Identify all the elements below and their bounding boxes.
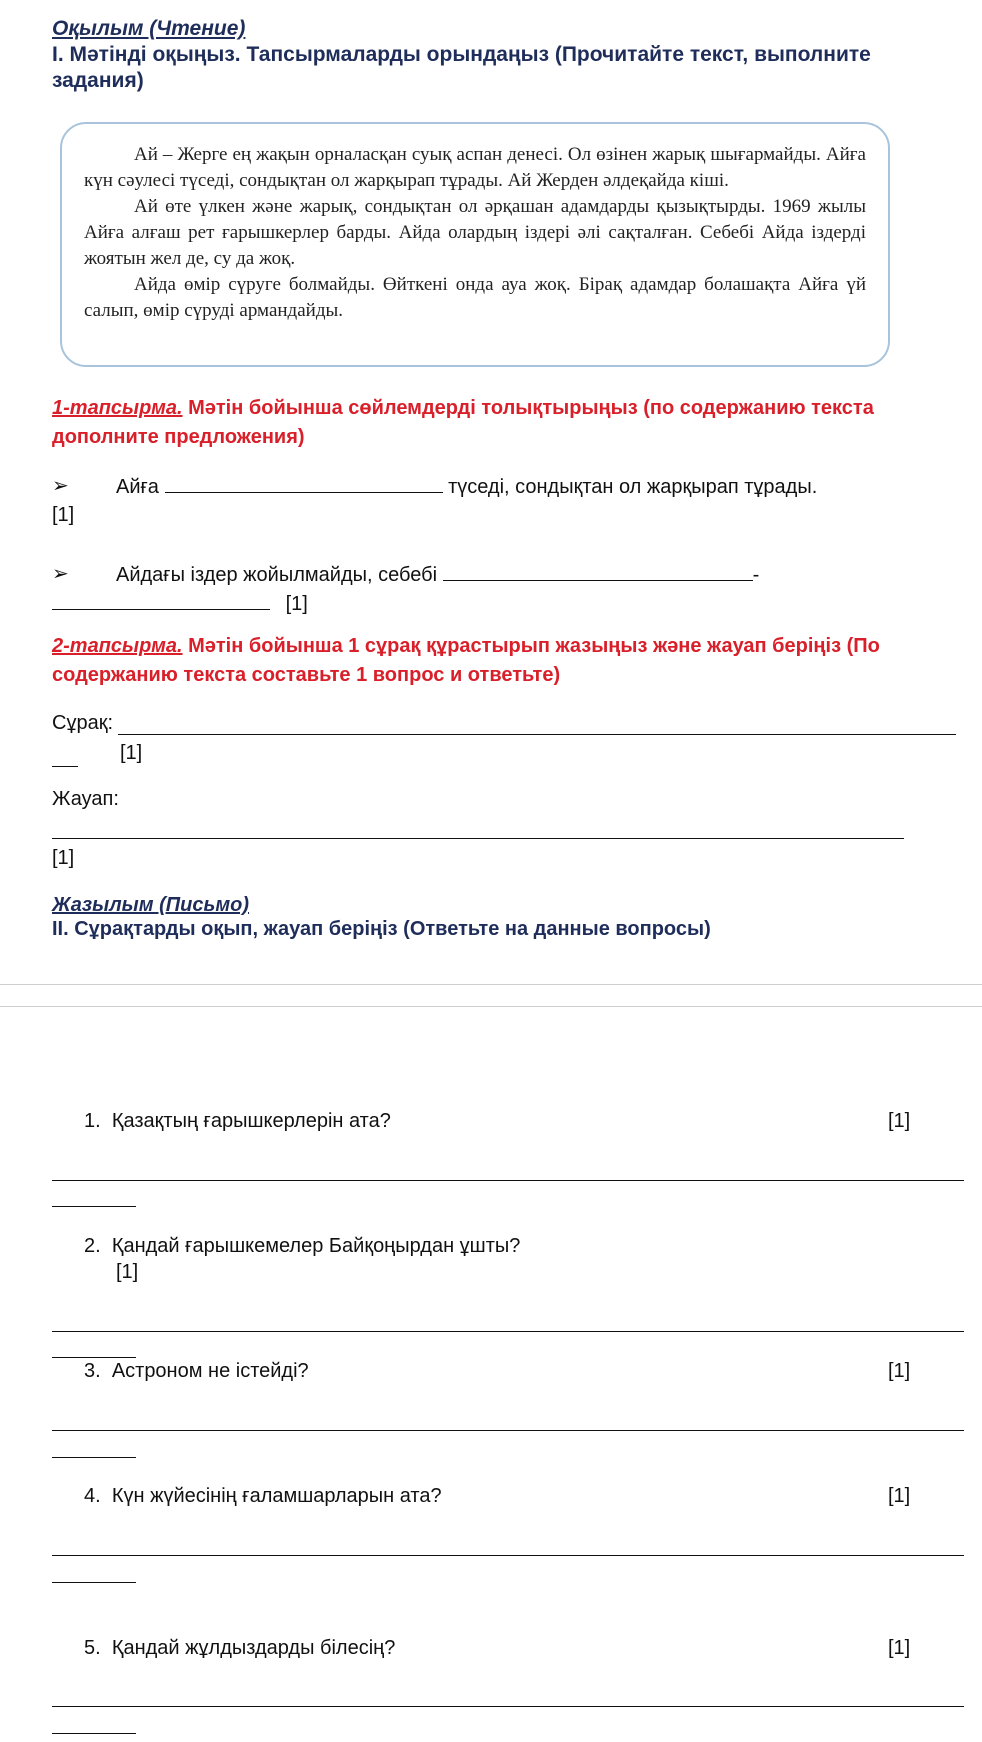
reading-instruction-line2: задания) — [52, 69, 144, 92]
writing-heading: Жазылым (Письмо) — [52, 894, 250, 916]
task1-item1-after: түседі, сондықтан ол жарқырап тұрады. — [448, 476, 818, 498]
question-1-answer-line[interactable] — [52, 1180, 964, 1181]
question-2 — [84, 1233, 520, 1259]
question-3-answer-line[interactable] — [52, 1430, 964, 1431]
question-1 — [84, 1108, 391, 1134]
task1-item1-before: Айға — [116, 476, 159, 498]
task1-item1 — [116, 472, 817, 500]
question-4-text: Күн жүйесінің ғаламшарларын ата? — [111, 1485, 442, 1507]
task1-label: 1-тапсырма. — [52, 397, 183, 419]
question-4-score: [1] — [888, 1485, 911, 1507]
bullet-arrow-icon: ➢ — [52, 475, 69, 497]
task1-title-line2: дополните предложения) — [52, 426, 305, 448]
task1-title-rest: Мәтін бойынша сөйлемдерді толықтырыңыз (по содержанию текста — [182, 397, 874, 419]
question-answer-line[interactable] — [118, 734, 956, 735]
task1-item2-continuation — [52, 589, 308, 617]
question-3-answer-line-end[interactable] — [52, 1457, 136, 1458]
question-2-number: 2. — [84, 1235, 101, 1257]
question-1-score: [1] — [888, 1110, 911, 1132]
question-4 — [84, 1483, 442, 1509]
question-5 — [84, 1635, 395, 1661]
question-3 — [84, 1358, 309, 1384]
task1-item2-blank[interactable] — [443, 560, 753, 581]
task2-title-line2: содержанию текста составьте 1 вопрос и ответьте) — [52, 664, 561, 686]
task1-item2-before: Айдағы іздер жойылмайды, себебі — [116, 564, 438, 586]
question-3-score: [1] — [888, 1360, 911, 1382]
answer-score: [1] — [52, 847, 75, 869]
question-1-text: Қазақтың ғарышкерлерін ата? — [111, 1110, 391, 1132]
task2-title — [52, 632, 972, 690]
question-5-text: Қандай жұлдыздарды білесің? — [111, 1637, 396, 1659]
task1-item1-blank[interactable] — [165, 472, 443, 493]
reading-heading: Оқылым (Чтение) — [52, 17, 246, 40]
question-4-number: 4. — [84, 1485, 101, 1507]
page-separator-top — [0, 984, 982, 985]
question-1-number: 1. — [84, 1110, 101, 1132]
task1-item2-score: [1] — [285, 593, 308, 615]
question-5-number: 5. — [84, 1637, 101, 1659]
reading-passage — [60, 122, 890, 367]
task2-label: 2-тапсырма. — [52, 635, 183, 657]
task2-title-rest: Мәтін бойынша 1 сұрақ құрастырып жазыңыз және жауап беріңіз (По — [182, 635, 880, 657]
question-score: [1] — [120, 742, 143, 764]
question-2-score: [1] — [116, 1261, 139, 1283]
passage-paragraph-1: Ай – Жерге ең жақын орналасқан суық аспан денесі. Ол өзінен жарық шығармайды. Айға күн сәулесі түседі, сондықтан ол жарқырап тұрады. Ай Жерден әлдеқайда кіші. — [84, 144, 866, 191]
answer-label: Жауап: — [52, 788, 119, 810]
question-5-score: [1] — [888, 1637, 911, 1659]
question-5-answer-line[interactable] — [52, 1706, 964, 1707]
answer-line[interactable] — [52, 838, 904, 839]
task1-item1-score: [1] — [52, 504, 75, 526]
question-2-text: Қандай ғарышкемелер Байқоңырдан ұшты? — [111, 1235, 521, 1257]
question-4-answer-line[interactable] — [52, 1555, 964, 1556]
question-1-answer-line-end[interactable] — [52, 1206, 136, 1207]
reading-instruction-line1: I. Мәтінді оқыңыз. Тапсырмаларды орындаңыз (Прочитайте текст, выполните — [52, 43, 871, 66]
question-2-answer-line[interactable] — [52, 1331, 964, 1332]
passage-paragraph-2: Ай өте үлкен және жарық, сондықтан ол әрқашан адамдарды қызықтырды. 1969 жылы Айға алғаш рет ғарышкерлер барды. Айда олардың іздері әлі сақталған. Себебі Айда іздерді жоятын жел де, су да жоқ. — [84, 196, 866, 269]
question-3-number: 3. — [84, 1360, 101, 1382]
writing-instruction: II. Сұрақтарды оқып, жауап беріңіз (Ответьте на данные вопросы) — [52, 918, 711, 940]
passage-paragraph-3: Айда өмір сүруге болмайды. Өйткені онда ауа жоқ. Бірақ адамдар болашақта Айға үй салып, өмір сүруді армандайды. — [84, 274, 866, 321]
question-4-answer-line-end[interactable] — [52, 1582, 136, 1583]
question-label: Сұрақ: — [52, 712, 113, 734]
page-separator-bottom — [0, 1006, 982, 1007]
task1-item2 — [116, 560, 759, 588]
task1-item2-dash: - — [752, 564, 760, 586]
task1-title — [52, 394, 972, 452]
question-5-answer-line-end[interactable] — [52, 1733, 136, 1734]
question-answer-line-end[interactable] — [52, 766, 78, 767]
bullet-arrow-icon: ➢ — [52, 563, 69, 585]
question-3-text: Астроном не істейді? — [111, 1360, 309, 1382]
task1-item2-blank-2[interactable] — [52, 589, 270, 610]
